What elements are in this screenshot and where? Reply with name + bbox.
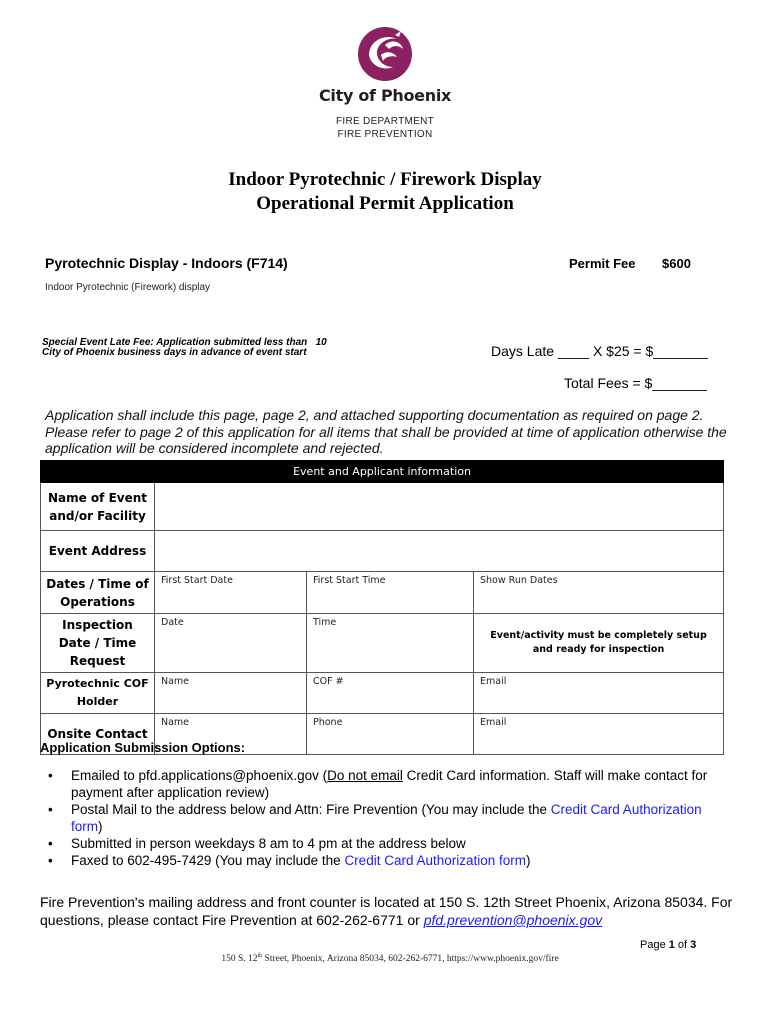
table-row <box>41 572 724 614</box>
list-item <box>45 852 725 869</box>
cof-holder-email-field[interactable]: Email <box>474 673 724 714</box>
item-text: Submitted in person weekdays 8 am to 4 pm at the address below <box>71 836 466 851</box>
first-start-date-field[interactable]: First Start Date <box>155 572 307 614</box>
contact-text: Fire Prevention's mailing address and front counter is located at 150 S. 12th Street Phoenix, Arizona 85034. For questions, please contact Fire Prevention at 602-262-6771 or <box>40 894 733 928</box>
onsite-contact-phone-field[interactable]: Phone <box>307 714 474 755</box>
table-header: Event and Applicant information <box>41 461 724 483</box>
list-item <box>45 767 725 801</box>
permit-type: Pyrotechnic Display - Indoors (F714) <box>45 255 288 271</box>
list-item <box>45 835 725 852</box>
row-label-event-address: Event Address <box>41 531 155 572</box>
row-label-event-name: Name of Event and/or Facility <box>41 483 155 531</box>
days-late-field[interactable]: Days Late ____ X $25 = $_______ <box>491 343 708 359</box>
item-text: Credit Card information. Staff will make contact for payment after application review) <box>71 768 708 800</box>
first-start-time-field[interactable]: First Start Time <box>307 572 474 614</box>
footer-sup: th <box>257 953 263 959</box>
submission-options-heading: Application Submission Options: <box>40 740 246 755</box>
row-label-cof-holder: Pyrotechnic COF Holder <box>41 673 155 714</box>
row-label-onsite-contact: Onsite Contact <box>41 714 155 755</box>
footer-address <box>180 953 600 964</box>
page-title <box>100 168 670 216</box>
table-row <box>41 614 724 673</box>
onsite-contact-name-field[interactable]: Name <box>155 714 307 755</box>
page-total: 3 <box>690 939 697 951</box>
permit-fee-value: $600 <box>662 256 691 271</box>
cof-holder-name-field[interactable]: Name <box>155 673 307 714</box>
city-name: City of Phoenix <box>318 86 452 105</box>
show-run-dates-field[interactable]: Show Run Dates <box>474 572 724 614</box>
prevention-email-link[interactable]: pfd.prevention@phoenix.gov <box>423 912 603 928</box>
table-row <box>41 673 724 714</box>
phoenix-bird-logo-icon <box>355 25 415 83</box>
inspection-note: Event/activity must be completely setup and ready for inspection <box>474 614 724 673</box>
late-fee-notice <box>42 338 362 358</box>
row-label-inspection: Inspection Date / Time Request <box>41 614 155 673</box>
do-not-email-text: Do not email <box>327 768 403 783</box>
page-current: 1 <box>668 939 675 951</box>
permit-description: Indoor Pyrotechnic (Firework) display <box>45 282 211 293</box>
inspection-date-field[interactable]: Date <box>155 614 307 673</box>
title-line-1: Indoor Pyrotechnic / Firework Display <box>228 169 542 190</box>
event-address-field[interactable] <box>155 531 724 572</box>
credit-card-form-link[interactable]: Credit Card Authorization form <box>344 853 527 868</box>
page-number <box>640 939 696 951</box>
title-line-2: Operational Permit Application <box>256 193 514 214</box>
division-line: FIRE PREVENTION <box>337 129 433 140</box>
bullet-icon: • <box>48 836 53 851</box>
row-label-dates-time: Dates / Time of Operations <box>41 572 155 614</box>
table-row <box>41 531 724 572</box>
permit-fee-label: Permit Fee <box>569 256 636 271</box>
credit-card-form-link[interactable]: Credit Card Authorization form <box>71 802 702 834</box>
page-prefix: Page <box>640 939 669 951</box>
onsite-contact-email-field[interactable]: Email <box>474 714 724 755</box>
late-fee-line-2: City of Phoenix business days in advance of event start <box>42 347 307 358</box>
department-line: FIRE DEPARTMENT <box>335 116 435 127</box>
footer-text: Street, Phoenix, Arizona 85034, 602-262-6771, https://www.phoenix.gov/fire <box>262 954 559 965</box>
department-name <box>300 115 470 141</box>
contact-paragraph <box>40 893 740 929</box>
event-applicant-table <box>40 460 724 755</box>
footer-text: 150 S. 12 <box>221 954 258 965</box>
item-text: Faxed to 602-495-7429 (You may include the <box>71 853 345 868</box>
bullet-icon: • <box>48 853 53 868</box>
item-text: ) <box>526 853 531 868</box>
item-text: Postal Mail to the address below and Attn: Fire Prevention (You may include the <box>71 802 551 817</box>
bullet-icon: • <box>48 802 53 817</box>
application-instructions: Application shall include this page, page 2, and attached supporting documentation as required on page 2. Please refer to page 2 of this application for all items that shall be provided at time of application otherwise the application will be considered incomplete and rejected. <box>45 407 727 456</box>
event-name-field[interactable] <box>155 483 724 531</box>
bullet-icon: • <box>48 768 53 783</box>
list-item <box>45 801 725 835</box>
total-fees-field[interactable]: Total Fees = $_______ <box>564 375 707 391</box>
cof-number-field[interactable]: COF # <box>307 673 474 714</box>
item-text: Emailed to pfd.applications@phoenix.gov ( <box>71 768 328 783</box>
page-of: of <box>674 939 691 951</box>
inspection-time-field[interactable]: Time <box>307 614 474 673</box>
late-fee-line-1: Special Event Late Fee: Application submitted less than 10 <box>42 337 327 348</box>
item-text: ) <box>98 819 103 834</box>
table-row <box>41 483 724 531</box>
submission-options-list <box>45 767 725 869</box>
